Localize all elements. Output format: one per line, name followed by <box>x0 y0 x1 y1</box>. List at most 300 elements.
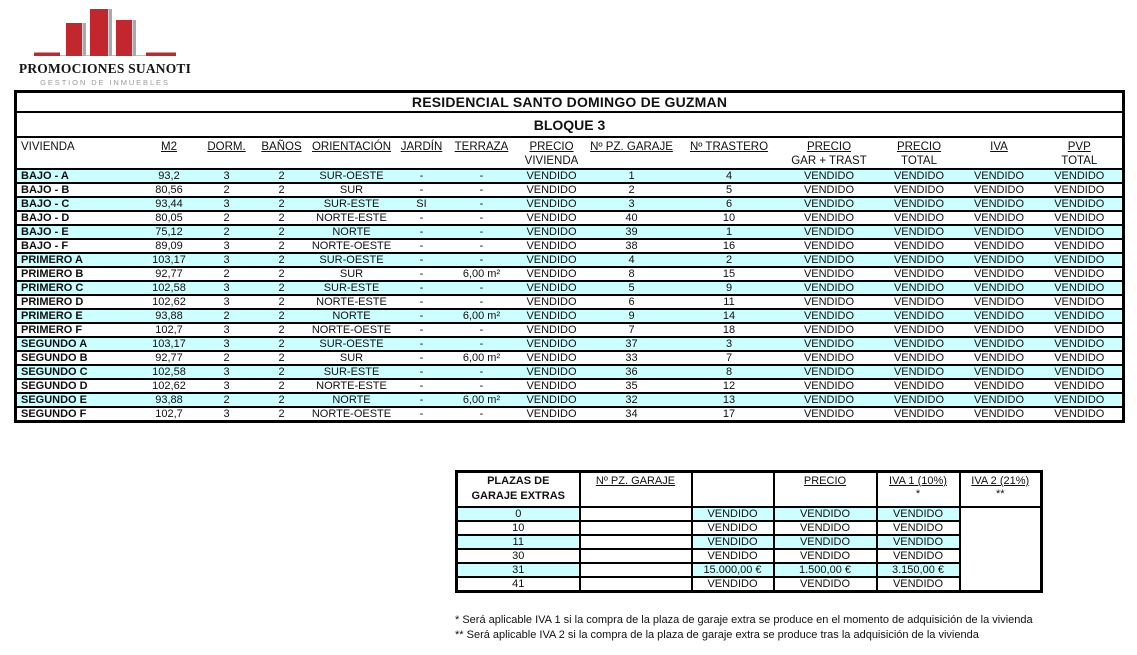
cell-pvp-total: VENDIDO <box>1037 407 1124 422</box>
cell-jardin: - <box>397 211 447 225</box>
cell-iva: VENDIDO <box>962 407 1037 422</box>
cell-dorm: 3 <box>197 295 257 309</box>
column-header-iva2: IVA 2 (21%) ** <box>960 472 1042 507</box>
cell-vivienda: PRIMERO D <box>16 295 142 309</box>
cell-pvp-total: VENDIDO <box>1037 211 1124 225</box>
cell-dorm: 3 <box>197 365 257 379</box>
cell-jardin: - <box>397 225 447 239</box>
cell-precio-gar-trast: VENDIDO <box>782 351 877 365</box>
table-row <box>16 365 1124 379</box>
cell-dorm: 3 <box>197 197 257 211</box>
cell-precio-gar-trast: VENDIDO <box>782 337 877 351</box>
cell-iva1: VENDIDO <box>774 577 877 592</box>
cell-banos: 2 <box>257 351 307 365</box>
cell-terraza: - <box>447 211 517 225</box>
cell-pz-garaje: 10 <box>457 521 580 535</box>
cell-terraza: 6,00 m² <box>447 309 517 323</box>
table-row <box>16 323 1124 337</box>
cell-orientacion: SUR-OESTE <box>319 169 384 182</box>
cell-terraza: - <box>447 337 517 351</box>
cell-orientacion: SUR <box>307 267 397 281</box>
cell-jardin: - <box>397 267 447 281</box>
cell-banos: 2 <box>257 365 307 379</box>
cell-precio-total: VENDIDO <box>877 281 962 295</box>
cell-terraza: - <box>447 295 517 309</box>
cell-precio-vivienda: VENDIDO <box>517 365 587 379</box>
cell-pz-garaje: 2 <box>587 183 677 197</box>
cell-jardin: - <box>397 295 447 309</box>
cell-pz-garaje: 1 <box>628 169 635 182</box>
cell-m2: 102,7 <box>142 323 197 337</box>
cell-dorm: 2 <box>197 351 257 365</box>
cell-vivienda: PRIMERO B <box>16 267 142 281</box>
cell-banos: 2 <box>257 239 307 253</box>
cell-vivienda: PRIMERO A <box>16 253 142 267</box>
cell-trastero: 8 <box>677 365 782 379</box>
cell-dorm: 3 <box>197 253 257 267</box>
cell-dorm: 2 <box>197 211 257 225</box>
cell-precio-vivienda: VENDIDO <box>517 183 587 197</box>
cell-trastero: 3 <box>677 337 782 351</box>
cell-pvp-total: VENDIDO <box>1037 225 1124 239</box>
cell-terraza: 6,00 m² <box>447 351 517 365</box>
garage-table-row <box>457 563 1042 577</box>
cell-pvp-total: VENDIDO <box>1037 253 1124 267</box>
cell-precio-total: VENDIDO <box>877 197 962 211</box>
cell-banos: 2 <box>257 267 307 281</box>
garage-table-row <box>457 535 1042 549</box>
cell-precio-gar-trast: VENDIDO <box>782 309 877 323</box>
cell-iva: VENDIDO <box>962 323 1037 337</box>
cell-vivienda: PRIMERO C <box>16 281 142 295</box>
column-header-orientacion: ORIENTACIÓN <box>307 137 397 169</box>
cell-blank <box>580 577 692 592</box>
cell-vivienda: BAJO - E <box>16 225 142 239</box>
cell-precio-gar-trast: VENDIDO <box>782 211 877 225</box>
cell-m2: 75,12 <box>142 225 197 239</box>
cell-orientacion: NORTE-ESTE <box>307 295 397 309</box>
cell-precio-total: VENDIDO <box>877 225 962 239</box>
column-header-precio-total: PRECIO TOTAL <box>877 137 962 169</box>
table-row <box>16 197 1124 211</box>
cell-iva2: VENDIDO <box>877 577 960 592</box>
column-header-m2: M2 <box>142 137 197 169</box>
table-row <box>16 309 1124 323</box>
cell-precio-total: VENDIDO <box>877 323 962 337</box>
cell-precio-vivienda: VENDIDO <box>517 337 587 351</box>
cell-precio: VENDIDO <box>692 507 774 521</box>
cell-pz-garaje: 5 <box>587 281 677 295</box>
column-header-terraza: TERRAZA <box>447 137 517 169</box>
cell-precio-vivienda: VENDIDO <box>517 309 587 323</box>
table-row <box>16 393 1124 407</box>
cell-precio-vivienda: VENDIDO <box>517 281 587 295</box>
column-header-vivienda: VIVIENDA <box>16 137 142 169</box>
cell-terraza: 6,00 m² <box>447 393 517 407</box>
column-header-precio-gar-trast: PRECIO GAR + TRAST <box>782 137 877 169</box>
cell-jardin: - <box>397 183 447 197</box>
cell-terraza: - <box>447 183 517 197</box>
cell-trastero: 9 <box>677 281 782 295</box>
cell-jardin: - <box>397 407 447 422</box>
cell-dorm: 3 <box>197 379 257 393</box>
cell-orientacion: SUR-ESTE <box>307 281 397 295</box>
cell-jardin: - <box>397 379 447 393</box>
cell-precio-total: VENDIDO <box>877 211 962 225</box>
cell-vivienda: SEGUNDO A <box>16 337 142 351</box>
footnote-iva1: * Será aplicable IVA 1 si la compra de la plaza de garaje extra se produce en el momento de adquisición de la vivienda <box>455 614 1033 626</box>
cell-precio-total: VENDIDO <box>877 267 962 281</box>
cell-pz-garaje: 11 <box>457 535 580 549</box>
cell-banos: 2 <box>257 379 307 393</box>
cell-trastero: 13 <box>677 393 782 407</box>
cell-iva1: VENDIDO <box>774 549 877 563</box>
cell-precio-gar-trast: VENDIDO <box>782 323 877 337</box>
cell-terraza: - <box>447 323 517 337</box>
cell-trastero: 2 <box>677 253 782 267</box>
garage-table-row <box>457 507 1042 521</box>
buildings-icon <box>30 6 180 60</box>
cell-banos: 2 <box>257 407 307 422</box>
cell-precio-total: VENDIDO <box>877 239 962 253</box>
cell-pvp-total: VENDIDO <box>1037 197 1124 211</box>
cell-iva1: 1.500,00 € <box>774 563 877 577</box>
cell-iva: VENDIDO <box>962 239 1037 253</box>
cell-orientacion: NORTE-OESTE <box>307 323 397 337</box>
cell-vivienda: PRIMERO F <box>16 323 142 337</box>
column-header-precio-vivienda: PRECIO VIVIENDA <box>517 137 587 169</box>
table-title-row <box>16 92 1124 112</box>
cell-m2: 93,44 <box>142 197 197 211</box>
cell-orientacion: SUR <box>307 183 397 197</box>
table-row <box>16 211 1124 225</box>
cell-vivienda: SEGUNDO B <box>16 351 142 365</box>
cell-pz-garaje: 30 <box>457 549 580 563</box>
cell-m2: 93,88 <box>142 309 197 323</box>
table-row <box>16 351 1124 365</box>
cell-trastero: 12 <box>677 379 782 393</box>
garage-table-row <box>457 521 1042 535</box>
cell-iva: VENDIDO <box>962 197 1037 211</box>
cell-pz-garaje: 35 <box>587 379 677 393</box>
cell-precio-total: VENDIDO <box>877 309 962 323</box>
residential-title: RESIDENCIAL SANTO DOMINGO DE GUZMAN <box>16 92 1124 112</box>
cell-trastero: 1 <box>677 225 782 239</box>
cell-trastero: 16 <box>677 239 782 253</box>
cell-banos: 2 <box>257 323 307 337</box>
cell-trastero: 11 <box>677 295 782 309</box>
cell-blank <box>580 563 692 577</box>
cell-precio-gar-trast: VENDIDO <box>782 267 877 281</box>
table-row <box>16 295 1124 309</box>
cell-terraza: - <box>447 365 517 379</box>
cell-dorm: 2 <box>197 225 257 239</box>
cell-pz-garaje: 39 <box>587 225 677 239</box>
cell-precio-vivienda: VENDIDO <box>517 295 587 309</box>
cell-iva: VENDIDO <box>962 295 1037 309</box>
logo-tagline: GESTION DE INMUEBLES <box>40 78 170 87</box>
cell-iva: VENDIDO <box>962 309 1037 323</box>
table-row <box>16 253 1124 267</box>
cell-dorm: 3 <box>223 169 230 182</box>
cell-precio-total: VENDIDO <box>877 337 962 351</box>
cell-pvp-total: VENDIDO <box>1037 239 1124 253</box>
cell-pz-garaje: 33 <box>587 351 677 365</box>
cell-orientacion: NORTE <box>307 225 397 239</box>
table-row <box>16 281 1124 295</box>
cell-iva2: VENDIDO <box>877 507 960 521</box>
cell-terraza: - <box>479 169 484 182</box>
cell-dorm: 3 <box>197 323 257 337</box>
cell-iva: VENDIDO <box>962 267 1037 281</box>
cell-orientacion: NORTE <box>307 309 397 323</box>
cell-vivienda: BAJO - D <box>16 211 142 225</box>
cell-pvp-total: VENDIDO <box>1037 365 1124 379</box>
cell-vivienda: BAJO - B <box>16 183 142 197</box>
cell-banos: 2 <box>278 169 285 182</box>
cell-m2: 93,2 <box>158 169 180 182</box>
cell-precio-vivienda: VENDIDO <box>517 351 587 365</box>
block-subtitle: BLOQUE 3 <box>16 112 1124 137</box>
column-header-pvp-total: PVP TOTAL <box>1037 137 1124 169</box>
cell-jardin: - <box>397 239 447 253</box>
cell-terraza: - <box>447 253 517 267</box>
cell-precio-total: VENDIDO <box>877 183 962 197</box>
cell-pvp-total: VENDIDO <box>1037 267 1124 281</box>
cell-pvp-total: VENDIDO <box>1037 295 1124 309</box>
column-header-dorm: DORM. <box>197 137 257 169</box>
cell-iva: VENDIDO <box>973 169 1025 182</box>
cell-m2: 103,17 <box>142 253 197 267</box>
cell-precio-total: VENDIDO <box>893 169 945 182</box>
cell-trastero: 4 <box>725 169 733 182</box>
cell-pz-garaje: 0 <box>457 507 580 521</box>
cell-pvp-total: VENDIDO <box>1054 169 1105 182</box>
cell-vivienda: SEGUNDO F <box>16 407 142 422</box>
cell-iva: VENDIDO <box>962 393 1037 407</box>
cell-precio-vivienda: VENDIDO <box>517 393 587 407</box>
cell-vivienda: BAJO - F <box>16 239 142 253</box>
cell-pvp-total: VENDIDO <box>1037 281 1124 295</box>
cell-precio-vivienda: VENDIDO <box>517 379 587 393</box>
cell-m2: 89,09 <box>142 239 197 253</box>
pricing-table <box>14 90 1125 423</box>
cell-m2: 80,05 <box>142 211 197 225</box>
cell-precio-vivienda: VENDIDO <box>517 323 587 337</box>
cell-pvp-total: VENDIDO <box>1037 337 1124 351</box>
cell-banos: 2 <box>257 295 307 309</box>
cell-precio-gar-trast: VENDIDO <box>782 253 877 267</box>
table-row <box>16 183 1124 197</box>
cell-banos: 2 <box>257 225 307 239</box>
cell-jardin: SI <box>397 197 447 211</box>
table-subtitle-row <box>16 112 1124 137</box>
cell-precio-gar-trast: VENDIDO <box>782 407 877 422</box>
garage-extras-label: PLAZAS DE GARAJE EXTRAS <box>457 472 580 507</box>
cell-precio-gar-trast: VENDIDO <box>782 281 877 295</box>
cell-trastero: 15 <box>677 267 782 281</box>
cell-terraza: - <box>447 379 517 393</box>
cell-orientacion: SUR-OESTE <box>307 337 397 351</box>
column-header-iva: IVA <box>962 137 1037 169</box>
cell-pz-garaje: 32 <box>587 393 677 407</box>
cell-pz-garaje: 9 <box>587 309 677 323</box>
cell-precio-vivienda: VENDIDO <box>517 407 587 422</box>
cell-pz-garaje: 34 <box>587 407 677 422</box>
cell-iva: VENDIDO <box>962 253 1037 267</box>
cell-vivienda: SEGUNDO D <box>16 379 142 393</box>
cell-iva: VENDIDO <box>962 379 1037 393</box>
cell-m2: 102,62 <box>142 295 197 309</box>
logo-company-name: PROMOCIONES SUANOTI <box>18 61 192 76</box>
cell-pz-garaje: 6 <box>587 295 677 309</box>
cell-terraza: - <box>447 197 517 211</box>
cell-pz-garaje: 8 <box>587 267 677 281</box>
cell-banos: 2 <box>257 281 307 295</box>
cell-iva: VENDIDO <box>962 183 1037 197</box>
cell-trastero: 18 <box>677 323 782 337</box>
cell-pz-garaje: 7 <box>587 323 677 337</box>
cell-precio: VENDIDO <box>692 577 774 592</box>
cell-precio-gar-trast: VENDIDO <box>782 365 877 379</box>
cell-precio-vivienda: VENDIDO <box>517 267 587 281</box>
cell-iva: VENDIDO <box>962 351 1037 365</box>
cell-blank <box>580 549 692 563</box>
cell-iva1: VENDIDO <box>774 507 877 521</box>
cell-m2: 103,17 <box>142 337 197 351</box>
column-header-jardin: JARDÍN <box>397 137 447 169</box>
cell-precio: VENDIDO <box>692 549 774 563</box>
cell-pz-garaje: 40 <box>587 211 677 225</box>
cell-iva1: VENDIDO <box>774 521 877 535</box>
cell-iva: VENDIDO <box>962 225 1037 239</box>
cell-precio-total: VENDIDO <box>877 295 962 309</box>
column-header-trastero: Nº TRASTERO <box>677 137 782 169</box>
column-header-pz-garaje: Nº PZ. GARAJE <box>580 472 692 507</box>
cell-pvp-total: VENDIDO <box>1037 379 1124 393</box>
cell-banos: 2 <box>257 211 307 225</box>
cell-precio-total: VENDIDO <box>877 365 962 379</box>
table-row <box>16 225 1124 239</box>
cell-banos: 2 <box>257 337 307 351</box>
cell-jardin: - <box>397 281 447 295</box>
cell-m2: 102,58 <box>142 365 197 379</box>
cell-pvp-total: VENDIDO <box>1037 323 1124 337</box>
cell-m2: 92,77 <box>142 267 197 281</box>
cell-jardin: - <box>397 253 447 267</box>
footnote-iva2: ** Será aplicable IVA 2 si la compra de la plaza de garaje extra se produce tras la adquisición de la vivienda <box>455 629 979 641</box>
table-row <box>16 169 1124 183</box>
cell-precio-gar-trast: VENDIDO <box>803 169 855 182</box>
cell-trastero: 14 <box>677 309 782 323</box>
cell-terraza: 6,00 m² <box>447 267 517 281</box>
cell-precio-vivienda: VENDIDO <box>517 253 587 267</box>
cell-orientacion: NORTE-OESTE <box>307 239 397 253</box>
cell-dorm: 3 <box>197 239 257 253</box>
cell-m2: 92,77 <box>142 351 197 365</box>
cell-banos: 2 <box>257 197 307 211</box>
cell-jardin: - <box>397 393 447 407</box>
cell-orientacion: NORTE-ESTE <box>307 379 397 393</box>
cell-precio-vivienda: VENDIDO <box>517 197 587 211</box>
cell-banos: 2 <box>257 393 307 407</box>
cell-precio-total: VENDIDO <box>877 253 962 267</box>
cell-blank <box>580 535 692 549</box>
cell-banos: 2 <box>257 183 307 197</box>
cell-iva2: VENDIDO <box>877 535 960 549</box>
cell-m2: 102,7 <box>142 407 197 422</box>
cell-jardin: - <box>397 323 447 337</box>
cell-dorm: 3 <box>197 281 257 295</box>
cell-orientacion: SUR-ESTE <box>307 197 397 211</box>
cell-trastero: 6 <box>677 197 782 211</box>
cell-precio-gar-trast: VENDIDO <box>782 295 877 309</box>
column-header-row <box>16 137 1124 169</box>
cell-precio-total: VENDIDO <box>877 351 962 365</box>
column-header-pz-garaje: Nº PZ. GARAJE <box>587 137 677 169</box>
cell-precio-gar-trast: VENDIDO <box>782 183 877 197</box>
cell-trastero: 17 <box>677 407 782 422</box>
cell-pvp-total: VENDIDO <box>1037 351 1124 365</box>
cell-iva: VENDIDO <box>962 365 1037 379</box>
footnotes <box>455 613 1033 643</box>
cell-jardin: - <box>397 351 447 365</box>
garage-table-row <box>457 549 1042 563</box>
cell-iva2: VENDIDO <box>877 521 960 535</box>
cell-precio-vivienda: VENDIDO <box>517 225 587 239</box>
column-header-blank <box>692 472 774 507</box>
column-header-precio: PRECIO <box>774 472 877 507</box>
cell-dorm: 2 <box>197 183 257 197</box>
cell-precio-vivienda: VENDIDO <box>517 211 587 225</box>
cell-precio-total: VENDIDO <box>877 393 962 407</box>
cell-blank <box>580 521 692 535</box>
cell-precio-total: VENDIDO <box>877 407 962 422</box>
cell-iva: VENDIDO <box>962 281 1037 295</box>
cell-vivienda: PRIMERO E <box>16 309 142 323</box>
cell-orientacion: NORTE-ESTE <box>307 211 397 225</box>
table-row <box>16 239 1124 253</box>
cell-dorm: 2 <box>197 309 257 323</box>
cell-blank <box>580 507 692 521</box>
cell-precio-gar-trast: VENDIDO <box>782 225 877 239</box>
cell-precio-gar-trast: VENDIDO <box>782 379 877 393</box>
table-row <box>16 379 1124 393</box>
cell-iva2: VENDIDO <box>877 549 960 563</box>
cell-precio: 15.000,00 € <box>692 563 774 577</box>
cell-pvp-total: VENDIDO <box>1037 309 1124 323</box>
cell-vivienda: SEGUNDO E <box>16 393 142 407</box>
table-row <box>16 337 1124 351</box>
cell-orientacion: SUR <box>307 351 397 365</box>
cell-precio: VENDIDO <box>692 535 774 549</box>
cell-pz-garaje: 4 <box>587 253 677 267</box>
cell-trastero: 5 <box>677 183 782 197</box>
cell-terraza: - <box>447 407 517 422</box>
cell-vivienda: BAJO - A <box>21 169 69 182</box>
cell-dorm: 2 <box>197 393 257 407</box>
cell-iva: VENDIDO <box>962 337 1037 351</box>
cell-precio-gar-trast: VENDIDO <box>782 393 877 407</box>
cell-trastero: 10 <box>677 211 782 225</box>
cell-dorm: 3 <box>197 407 257 422</box>
cell-precio-vivienda: VENDIDO <box>517 239 587 253</box>
cell-iva: VENDIDO <box>962 211 1037 225</box>
cell-precio: VENDIDO <box>692 521 774 535</box>
table-row <box>16 407 1124 422</box>
cell-terraza: - <box>447 239 517 253</box>
cell-pz-garaje: 37 <box>587 337 677 351</box>
